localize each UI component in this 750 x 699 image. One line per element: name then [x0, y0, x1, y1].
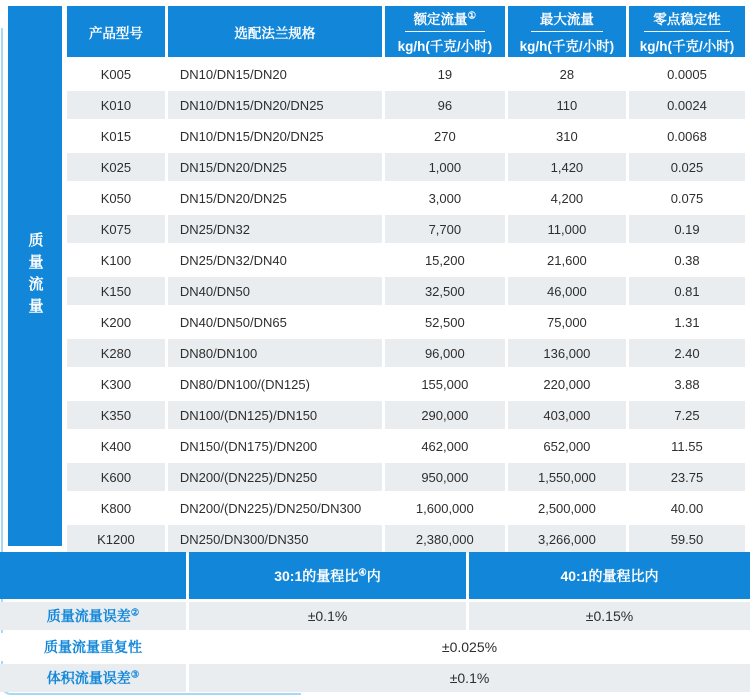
- cell-model: K100: [67, 246, 165, 274]
- header-unit: kg/h(千克/小时): [397, 39, 493, 54]
- cell-flange-spec: DN25/DN32/DN40: [168, 246, 382, 274]
- cell-max-flow: 2,500,000: [508, 494, 626, 522]
- table-row: [67, 370, 745, 398]
- table-row: [67, 277, 745, 305]
- table-row: [67, 308, 745, 336]
- table-row: [67, 215, 745, 243]
- cell-model: K1200: [67, 525, 165, 553]
- cell-flange-spec: DN10/DN15/DN20/DN25: [168, 122, 382, 150]
- value-volume-error: ±0.1%: [189, 664, 750, 692]
- cell-zero-stability: 7.25: [629, 401, 745, 429]
- table-row: [67, 432, 745, 460]
- cell-flange-spec: DN250/DN300/DN350: [168, 525, 382, 553]
- sidebar-label: 质量流量: [26, 232, 44, 320]
- cell-model: K015: [67, 122, 165, 150]
- cell-zero-stability: 0.0024: [629, 91, 745, 119]
- cell-max-flow: 110: [508, 91, 626, 119]
- cell-model: K150: [67, 277, 165, 305]
- header-label: 零点稳定性: [653, 12, 721, 27]
- footnote-marker: ④: [358, 566, 367, 578]
- cell-rated-flow: 155,000: [385, 370, 505, 398]
- cell-max-flow: 220,000: [508, 370, 626, 398]
- table-row: [67, 60, 745, 88]
- cell-max-flow: 136,000: [508, 339, 626, 367]
- row-mass-flow-error: [0, 602, 750, 630]
- cell-model: K350: [67, 401, 165, 429]
- cell-flange-spec: DN15/DN20/DN25: [168, 153, 382, 181]
- header-label: 额定流量: [413, 12, 468, 27]
- cell-max-flow: 310: [508, 122, 626, 150]
- row-label: 体积流量误差: [46, 670, 131, 686]
- cell-flange-spec: DN10/DN15/DN20: [168, 60, 382, 88]
- value-error-30: ±0.1%: [189, 602, 466, 630]
- cell-rated-flow: 15,200: [385, 246, 505, 274]
- band-label: 30:1的量程比: [274, 567, 359, 584]
- header-flange-spec: [168, 6, 382, 57]
- cell-zero-stability: 2.40: [629, 339, 745, 367]
- cell-model: K050: [67, 184, 165, 212]
- spec-table-header: [67, 6, 745, 57]
- header-rated-flow: [385, 6, 505, 57]
- cell-max-flow: 652,000: [508, 432, 626, 460]
- table-row: [67, 494, 745, 522]
- footnote-marker: ③: [130, 669, 140, 681]
- cell-zero-stability: 11.55: [629, 432, 745, 460]
- spec-table-body: [67, 60, 745, 553]
- cell-flange-spec: DN10/DN15/DN20/DN25: [168, 91, 382, 119]
- row-label: 质量流量重复性: [44, 639, 142, 655]
- cell-model: K005: [67, 60, 165, 88]
- cell-rated-flow: 462,000: [385, 432, 505, 460]
- cell-rated-flow: 270: [385, 122, 505, 150]
- cell-max-flow: 1,420: [508, 153, 626, 181]
- cell-zero-stability: 0.19: [629, 215, 745, 243]
- table-row: [67, 122, 745, 150]
- cell-flange-spec: DN25/DN32: [168, 215, 382, 243]
- cell-max-flow: 4,200: [508, 184, 626, 212]
- row-label: 质量流量误差: [46, 608, 131, 624]
- table-row: [67, 184, 745, 212]
- header-product-model: [67, 6, 165, 57]
- cell-model: K400: [67, 432, 165, 460]
- accuracy-header-row: [0, 552, 750, 599]
- table-row: [67, 339, 745, 367]
- sidebar-category-mass-flow: [8, 6, 62, 546]
- cell-model: K075: [67, 215, 165, 243]
- row-mass-flow-repeatability: [0, 633, 750, 661]
- table-row: [67, 463, 745, 491]
- cell-rated-flow: 96: [385, 91, 505, 119]
- cell-rated-flow: 2,380,000: [385, 525, 505, 553]
- cell-rated-flow: 7,700: [385, 215, 505, 243]
- header-unit: kg/h(千克/小时): [519, 39, 615, 54]
- cell-model: K800: [67, 494, 165, 522]
- band-label: 40:1的量程比内: [560, 567, 659, 584]
- cell-flange-spec: DN200/(DN225)/DN250: [168, 463, 382, 491]
- cell-max-flow: 75,000: [508, 308, 626, 336]
- cell-max-flow: 1,550,000: [508, 463, 626, 491]
- cell-rated-flow: 950,000: [385, 463, 505, 491]
- spec-table: [64, 3, 748, 556]
- header-label: 产品型号: [88, 25, 143, 41]
- cell-model: K010: [67, 91, 165, 119]
- accuracy-header-spacer: [0, 552, 186, 599]
- cell-max-flow: 3,266,000: [508, 525, 626, 553]
- row-label-volume-flow-error: [0, 664, 186, 692]
- footnote-marker: ①: [467, 10, 477, 22]
- cell-rated-flow: 96,000: [385, 339, 505, 367]
- cell-flange-spec: DN40/DN50: [168, 277, 382, 305]
- table-row: [67, 91, 745, 119]
- cell-rated-flow: 290,000: [385, 401, 505, 429]
- row-label-repeatability: [0, 633, 186, 661]
- row-volume-flow-error: [0, 664, 750, 692]
- cell-zero-stability: 3.88: [629, 370, 745, 398]
- accuracy-header-turndown-30: [189, 552, 466, 599]
- accuracy-table: [0, 549, 750, 695]
- cell-rated-flow: 32,500: [385, 277, 505, 305]
- cell-max-flow: 11,000: [508, 215, 626, 243]
- cell-zero-stability: 0.0068: [629, 122, 745, 150]
- value-error-40: ±0.15%: [469, 602, 750, 630]
- cell-max-flow: 28: [508, 60, 626, 88]
- header-zero-stability: [629, 6, 745, 57]
- cell-flange-spec: DN80/DN100/(DN125): [168, 370, 382, 398]
- value-repeatability: ±0.025%: [189, 633, 750, 661]
- accuracy-header-turndown-40: [469, 552, 750, 599]
- cell-flange-spec: DN150/(DN175)/DN200: [168, 432, 382, 460]
- cell-model: K300: [67, 370, 165, 398]
- cell-rated-flow: 1,000: [385, 153, 505, 181]
- cell-zero-stability: 59.50: [629, 525, 745, 553]
- cell-rated-flow: 19: [385, 60, 505, 88]
- cell-zero-stability: 23.75: [629, 463, 745, 491]
- cell-zero-stability: 0.0005: [629, 60, 745, 88]
- cell-model: K280: [67, 339, 165, 367]
- cell-zero-stability: 0.38: [629, 246, 745, 274]
- cell-flange-spec: DN80/DN100: [168, 339, 382, 367]
- cell-zero-stability: 40.00: [629, 494, 745, 522]
- footnote-marker: ②: [130, 607, 140, 619]
- cell-max-flow: 403,000: [508, 401, 626, 429]
- cell-model: K025: [67, 153, 165, 181]
- cell-zero-stability: 0.075: [629, 184, 745, 212]
- table-row: [67, 153, 745, 181]
- header-max-flow: [508, 6, 626, 57]
- cell-rated-flow: 1,600,000: [385, 494, 505, 522]
- table-row: [67, 401, 745, 429]
- cell-flange-spec: DN100/(DN125)/DN150: [168, 401, 382, 429]
- table-row: [67, 246, 745, 274]
- header-label: 选配法兰规格: [234, 25, 316, 41]
- cell-max-flow: 46,000: [508, 277, 626, 305]
- cell-model: K600: [67, 463, 165, 491]
- cell-rated-flow: 52,500: [385, 308, 505, 336]
- row-label-mass-flow-error: [0, 602, 186, 630]
- cell-flange-spec: DN200/(DN225)/DN250/DN300: [168, 494, 382, 522]
- cell-model: K200: [67, 308, 165, 336]
- header-unit: kg/h(千克/小时): [639, 39, 735, 54]
- cell-flange-spec: DN40/DN50/DN65: [168, 308, 382, 336]
- cell-flange-spec: DN15/DN20/DN25: [168, 184, 382, 212]
- band-label-suffix: 内: [366, 567, 381, 584]
- cell-zero-stability: 1.31: [629, 308, 745, 336]
- cell-max-flow: 21,600: [508, 246, 626, 274]
- cell-rated-flow: 3,000: [385, 184, 505, 212]
- header-label: 最大流量: [539, 12, 594, 27]
- cell-zero-stability: 0.81: [629, 277, 745, 305]
- cell-zero-stability: 0.025: [629, 153, 745, 181]
